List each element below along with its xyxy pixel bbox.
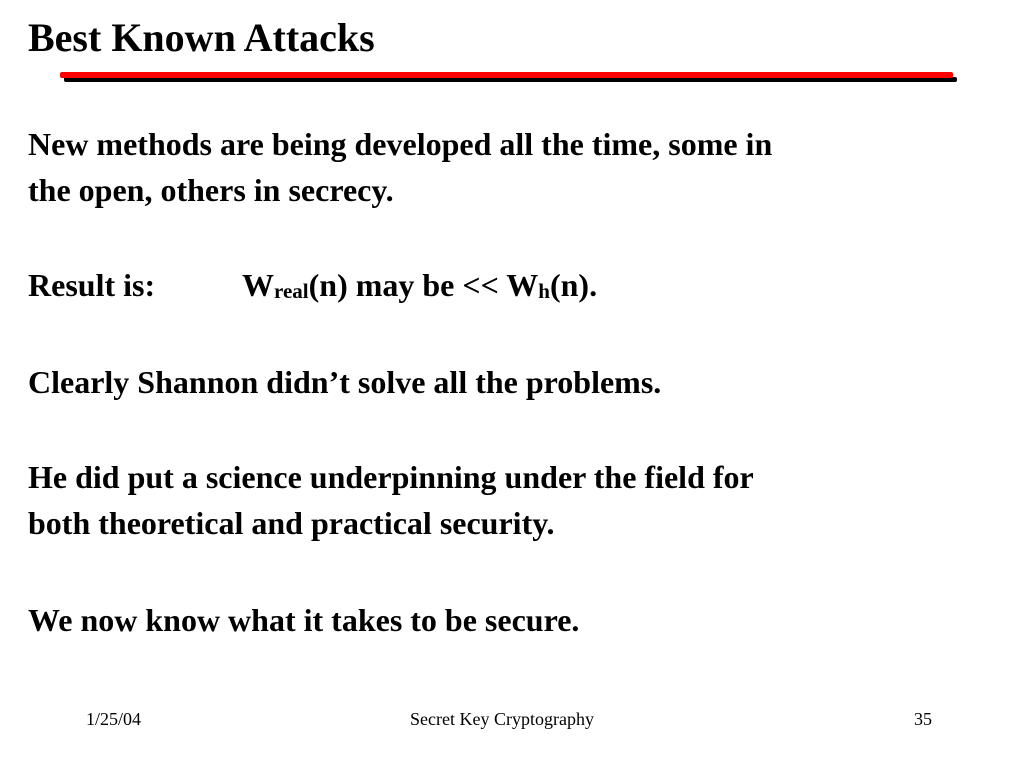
paragraph-line: Clearly Shannon didn’t solve all the problems.: [28, 364, 662, 400]
footer-course-title: Secret Key Cryptography: [410, 709, 594, 729]
paragraph-shannon: [28, 359, 661, 405]
paragraph-line: the open, others in secrecy.: [28, 172, 394, 208]
paragraph-line: He did put a science underpinning under the field for: [28, 459, 754, 495]
paragraph-science: [28, 454, 754, 546]
formula-end: (n).: [549, 267, 598, 303]
title-underline-red: [60, 72, 953, 78]
formula-subscript-h: h: [538, 279, 550, 303]
footer-page-number: 35: [914, 709, 932, 729]
formula-w-real: W: [242, 267, 274, 303]
title-underline: [60, 72, 956, 83]
paragraph-line: both theoretical and practical security.: [28, 505, 555, 541]
paragraph-result: [28, 262, 598, 308]
paragraph-line: New methods are being developed all the time, some in: [28, 126, 773, 162]
formula-subscript-real: real: [274, 279, 309, 303]
paragraph-line: We now know what it takes to be secure.: [28, 602, 580, 638]
formula-middle: (n) may be << W: [308, 267, 539, 303]
footer-date: 1/25/04: [86, 709, 142, 729]
paragraph-secure: [28, 597, 579, 643]
paragraph-new-methods: [28, 121, 772, 213]
slide-title: Best Known Attacks: [28, 15, 375, 60]
result-label: Result is:: [28, 267, 156, 303]
result-formula: [242, 262, 597, 308]
